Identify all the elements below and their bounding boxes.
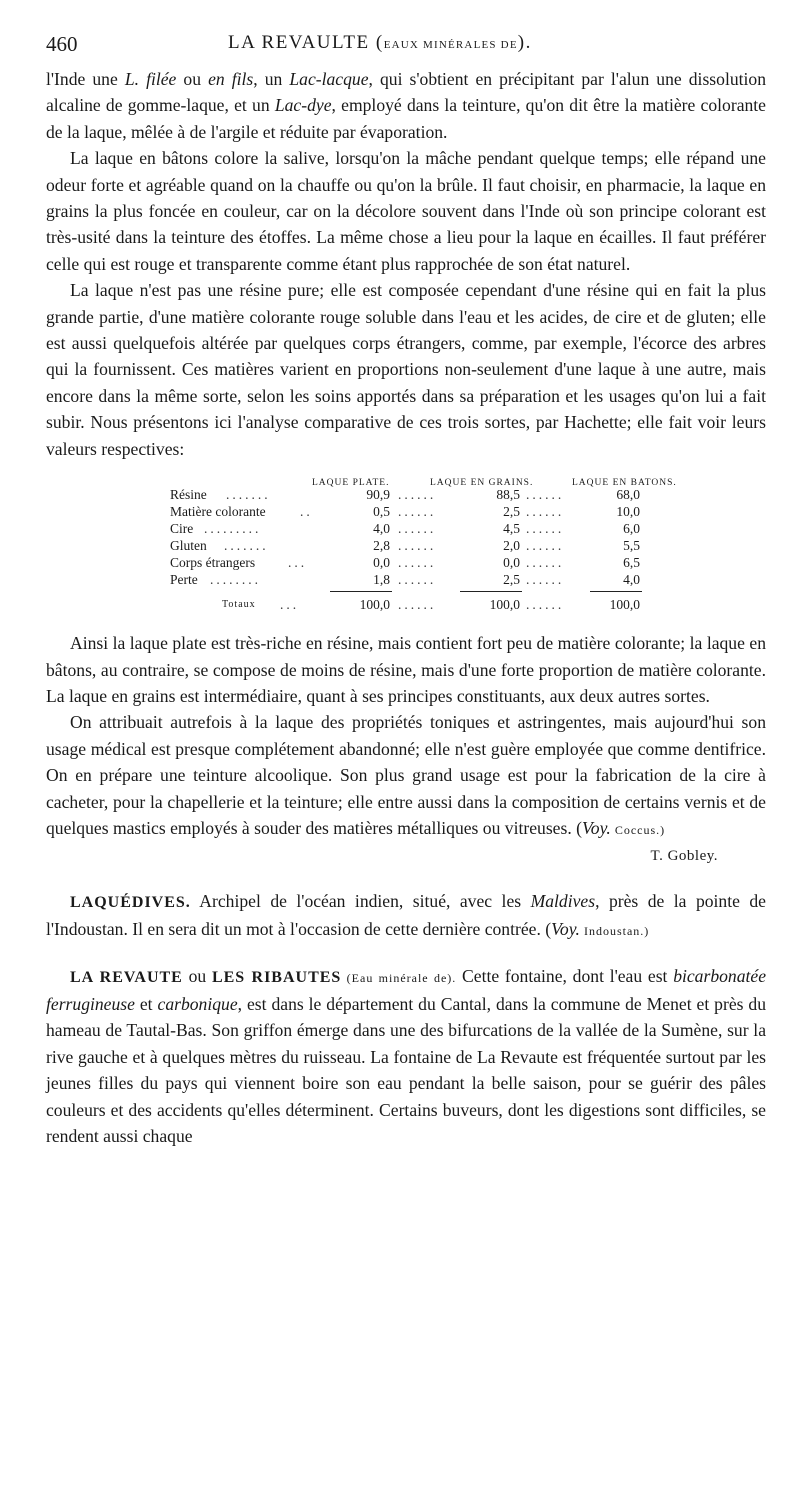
leader-dots: ...... (526, 555, 565, 571)
page-number: 460 (46, 32, 78, 56)
leader-dots: ...... (526, 538, 565, 554)
table-header-2: LAQUE EN GRAINS. (430, 478, 534, 489)
table-row (170, 554, 690, 571)
leader-dots: ...... (526, 487, 565, 503)
leader-dots: ...... (398, 597, 437, 613)
leader-dots: ...... (398, 555, 437, 571)
entry2-text-3: , est dans le département du Cantal, dans la commune de Menet et près du hameau de Tautal-Bas. Son griffon émerge dans une des bifurcations de la vallée de la Sumène, sur la rive gauche et à quelques mètres du ruisseau. La fontaine de La Revaute est fréquentée surtout par les jeunes filles du pays qui viennent boire son eau pendant la belle saison, pour se guérir des pâles couleurs et des accidents qu'elles déterminent. Certains buveurs, dont les digestions sont difficiles, se rendent aussi chaque (46, 993, 767, 1146)
p1-text-5: , employé dans la teinture, qu'on dit être la matière colorante de la laque, mêlée à de l'argile et réduite par évaporation. (46, 95, 766, 142)
total-plate: 100,0 (359, 597, 390, 613)
table-row (170, 571, 690, 588)
entry-la-revaute (46, 963, 766, 1150)
value-grains: 88,5 (496, 487, 520, 503)
total-batons: 100,0 (609, 597, 640, 613)
p1-text-1: l'Inde une (46, 69, 125, 89)
p1-text-2: ou (176, 69, 209, 89)
entry2-text-2: et (134, 993, 158, 1014)
p5-reference: Coccus.) (610, 822, 666, 837)
entry-laquedives (46, 888, 766, 945)
row-label: Perte (170, 572, 198, 588)
paragraph-2: La laque en bâtons colore la salive, lorsqu'on la mâche pendant quelque temps; elle répand une odeur forte et agréable quand on la chauffe ou qu'on la brûle. Il faut choisir, en pharmacie, la laque en grains la plus foncée en couleur, car on la décolore souvent dans l'Inde où son principe colorant est très-usité dans la teinture des étoffes. La même chose a lieu pour la laque en écailles. Il faut préférer celle qui est rouge et transparente comme étant plus rapprochée de son état naturel. (46, 148, 766, 274)
total-rule (330, 591, 392, 592)
p5-voy: Voy. (581, 817, 611, 838)
leader-dots: ........ (210, 572, 261, 588)
table-header-3: LAQUE EN BATONS. (572, 478, 677, 489)
running-title-main: LA REVAULTE ( (228, 32, 384, 53)
p1-italic-1: L. filée (124, 69, 177, 89)
leader-dots: ....... (226, 487, 271, 503)
value-plate: 1,8 (373, 572, 390, 588)
p5-text: On attribuait autrefois à la laque des propriétés toniques et astringentes, mais aujourd'hui son usage médical est presque complétement abandonné; elle n'est guère employée que comme dentifrice. On en prépare une teinture alcoolique. Son plus grand usage est pour la fabrication de la cire à cacheter, pour la chapellerie et la teinture; elle entre aussi dans la composition de certains vernis et de quelques mastics employés à souder des matières métalliques ou vitreuses. ( (46, 712, 766, 838)
p1-italic-2: en fils (208, 69, 254, 89)
leader-dots: ...... (398, 538, 437, 554)
leader-dots: ...... (398, 504, 437, 520)
value-grains: 0,0 (503, 555, 520, 571)
p1-italic-3: Lac-lacque (289, 69, 369, 89)
total-rule (460, 591, 522, 592)
leader-dots: ...... (526, 597, 565, 613)
total-label: Totaux (222, 599, 256, 611)
row-label: Gluten (170, 538, 207, 554)
value-grains: 2,5 (503, 504, 520, 520)
leader-dots: ...... (526, 504, 565, 520)
leader-dots: ... (288, 555, 308, 571)
table-row (170, 486, 690, 503)
value-plate: 90,9 (366, 487, 390, 503)
entry2-italic-1: bicarbonatée ferrugineuse (46, 965, 767, 1014)
entry-heading: LA REVAUTE (70, 968, 183, 986)
p1-italic-4: Lac-dye (274, 95, 332, 116)
value-grains: 2,0 (503, 538, 520, 554)
body-text (46, 66, 766, 1149)
value-batons: 4,0 (623, 572, 640, 588)
leader-dots: ...... (398, 521, 437, 537)
value-plate: 4,0 (373, 521, 390, 537)
analysis-table (46, 470, 766, 620)
leader-dots: ...... (398, 572, 437, 588)
table-row (170, 520, 690, 537)
paragraph-3: La laque n'est pas une résine pure; elle est composée cependant d'une résine qui en fait la plus grande partie, d'une matière colorante rouge soluble dans l'eau et les acides, de cire et de gluten; elle est aussi quelquefois altérée par quelques corps étrangers, comme, par exemple, l'écorce des arbres qui la fournissent. Ces matières varient en proportions non-seulement d'une laque à une autre, mais encore dans la même sorte, selon les soins apportés dans sa préparation et les usages qu'on lui a fait subir. Nous présentons ici l'analyse comparative de ces trois sortes, par Hachette; elle fait voir leurs valeurs respectives: (46, 280, 766, 459)
entry2-ou: ou (182, 965, 212, 986)
row-label: Corps étrangers (170, 555, 256, 571)
entry-heading-alt: LES RIBAUTES (211, 968, 342, 986)
entry2-subtitle: (Eau minérale de). (341, 970, 457, 985)
entry1-italic: Maldives (530, 890, 596, 911)
row-label: Cire (170, 521, 194, 537)
entry1-text-2: , près de la pointe de l'Indoustan. Il en sera dit un mot à l'occasion de cette dernière contrée. ( (46, 890, 766, 940)
running-title-small: EAUX MINÉRALES DE (383, 39, 518, 51)
value-grains: 4,5 (503, 521, 520, 537)
table-row (170, 503, 690, 520)
running-title-close: ). (517, 32, 532, 53)
section-gap (46, 870, 766, 888)
value-plate: 2,8 (373, 538, 390, 554)
row-label: Matière colorante (170, 504, 266, 520)
leader-dots: ...... (526, 572, 565, 588)
row-label: Résine (170, 487, 207, 503)
entry1-reference: Indoustan.) (579, 924, 650, 939)
entry1-voy: Voy. (551, 919, 580, 940)
running-header (46, 32, 766, 56)
value-batons: 6,0 (623, 521, 640, 537)
value-batons: 5,5 (623, 538, 640, 554)
entry1-text-1: Archipel de l'océan indien, situé, avec les (190, 890, 531, 911)
value-plate: 0,0 (373, 555, 390, 571)
p1-text-3: , un (253, 69, 290, 89)
paragraph-1 (46, 66, 766, 145)
author-signature: T. Gobley. (650, 848, 718, 865)
total-rule (590, 591, 642, 592)
value-batons: 68,0 (616, 487, 640, 503)
p1-text-4: , qui s'obtient en précipitant par l'alun une dissolution alcaline de gomme-laque, et un (46, 69, 766, 116)
paragraph-4: Ainsi la laque plate est très-riche en résine, mais contient fort peu de matière colorante; la laque en bâtons, au contraire, se compose de moins de résine, mais d'une forte proportion de matière colorante. La laque en grains est intermédiaire, quant à ses principes constituants, aux deux autres sortes. (46, 633, 766, 706)
leader-dots: ...... (526, 521, 565, 537)
leader-dots: ... (280, 597, 300, 613)
table-row (170, 537, 690, 554)
section-gap (46, 945, 766, 963)
leader-dots: .. (300, 504, 313, 520)
running-title (228, 32, 532, 54)
total-grains: 100,0 (489, 597, 520, 613)
leader-dots: ...... (398, 487, 437, 503)
entry2-text-1: Cette fontaine, dont l'eau est (456, 965, 674, 986)
table-total-row (170, 596, 690, 613)
value-plate: 0,5 (373, 504, 390, 520)
value-batons: 6,5 (623, 555, 640, 571)
leader-dots: ......... (204, 521, 262, 537)
value-batons: 10,0 (616, 504, 640, 520)
value-grains: 2,5 (503, 572, 520, 588)
entry2-italic-2: carbonique (157, 993, 238, 1014)
table-header-1: LAQUE PLATE. (312, 478, 390, 489)
entry-heading: LAQUÉDIVES. (70, 893, 191, 911)
leader-dots: ....... (224, 538, 269, 554)
paragraph-5 (46, 709, 766, 843)
